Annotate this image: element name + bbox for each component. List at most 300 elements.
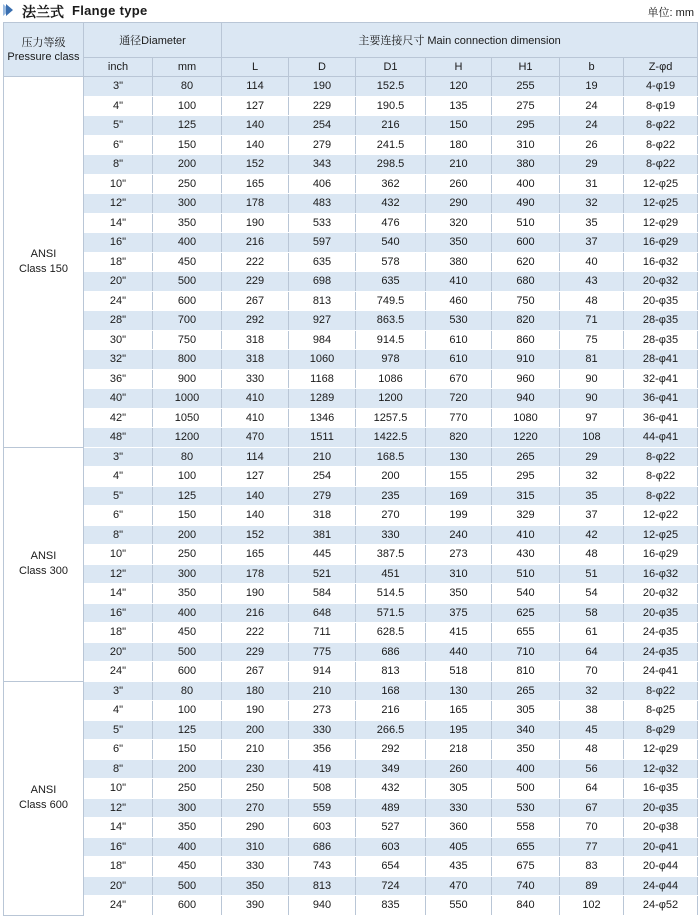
table-cell: 200 xyxy=(356,467,426,487)
table-cell: 114 xyxy=(222,447,289,467)
table-cell: 597 xyxy=(289,233,356,253)
table-cell: 18" xyxy=(84,857,153,877)
table-row xyxy=(4,389,698,409)
flange-dimension-table xyxy=(3,22,698,916)
table-cell: 1257.5 xyxy=(356,408,426,428)
table-cell: 267 xyxy=(222,662,289,682)
table-cell: 130 xyxy=(426,681,492,701)
table-cell: 12-φ32 xyxy=(624,759,698,779)
table-cell: 750 xyxy=(492,291,560,311)
table-cell: 14" xyxy=(84,213,153,233)
table-cell: 350 xyxy=(426,584,492,604)
table-cell: 410 xyxy=(222,408,289,428)
table-cell: 12-φ25 xyxy=(624,194,698,214)
table-cell: 210 xyxy=(222,740,289,760)
table-cell: 45 xyxy=(560,720,624,740)
table-cell: 20-φ32 xyxy=(624,272,698,292)
table-cell: 108 xyxy=(560,428,624,448)
table-cell: 90 xyxy=(560,389,624,409)
table-cell: 820 xyxy=(426,428,492,448)
table-cell: 300 xyxy=(153,798,222,818)
table-cell: 38 xyxy=(560,701,624,721)
table-cell: 405 xyxy=(426,837,492,857)
table-cell: 20-φ35 xyxy=(624,291,698,311)
table-cell: 216 xyxy=(222,603,289,623)
table-row xyxy=(4,369,698,389)
pressure-class-standard: ANSI xyxy=(30,784,57,796)
table-cell: 521 xyxy=(289,564,356,584)
table-cell: 628.5 xyxy=(356,623,426,643)
pressure-class-standard: ANSI xyxy=(30,247,57,260)
table-cell: 37 xyxy=(560,506,624,526)
table-cell: 960 xyxy=(492,369,560,389)
pressure-class-header xyxy=(4,23,84,77)
table-cell: 152 xyxy=(222,525,289,545)
table-cell: 432 xyxy=(356,779,426,799)
table-cell: 305 xyxy=(492,701,560,721)
table-cell: 310 xyxy=(426,564,492,584)
table-cell: 740 xyxy=(492,876,560,896)
table-cell: 51 xyxy=(560,564,624,584)
table-cell: 80 xyxy=(153,77,222,97)
table-cell: 229 xyxy=(222,272,289,292)
table-cell: 20" xyxy=(84,272,153,292)
table-cell: 584 xyxy=(289,584,356,604)
table-cell: 265 xyxy=(492,447,560,467)
table-cell: 310 xyxy=(222,837,289,857)
table-cell: 270 xyxy=(222,798,289,818)
table-cell: 81 xyxy=(560,350,624,370)
table-cell: 295 xyxy=(492,467,560,487)
table-row xyxy=(4,155,698,175)
table-cell: 318 xyxy=(222,330,289,350)
table-cell: 6" xyxy=(84,740,153,760)
table-cell: 135 xyxy=(426,96,492,116)
table-cell: 28-φ35 xyxy=(624,330,698,350)
table-cell: 180 xyxy=(426,135,492,155)
table-cell: 700 xyxy=(153,311,222,331)
table-row xyxy=(4,642,698,662)
col-header-mm: mm xyxy=(153,58,222,77)
table-cell: 476 xyxy=(356,213,426,233)
table-cell: 36" xyxy=(84,369,153,389)
table-cell: 435 xyxy=(426,857,492,877)
table-row xyxy=(4,681,698,701)
table-cell: 20-φ32 xyxy=(624,584,698,604)
table-cell: 8-φ25 xyxy=(624,701,698,721)
table-row xyxy=(4,720,698,740)
table-cell: 97 xyxy=(560,408,624,428)
table-row xyxy=(4,584,698,604)
table-cell: 900 xyxy=(153,369,222,389)
table-cell: 775 xyxy=(289,642,356,662)
table-cell: 16" xyxy=(84,233,153,253)
table-cell: 24 xyxy=(560,96,624,116)
table-cell: 610 xyxy=(426,350,492,370)
table-cell: 578 xyxy=(356,252,426,272)
table-cell: 380 xyxy=(426,252,492,272)
table-cell: 375 xyxy=(426,603,492,623)
table-cell: 8-φ22 xyxy=(624,155,698,175)
table-cell: 16" xyxy=(84,837,153,857)
col-header-L: L xyxy=(222,58,289,77)
table-cell: 165 xyxy=(426,701,492,721)
table-cell: 8" xyxy=(84,155,153,175)
table-cell: 48 xyxy=(560,545,624,565)
table-cell: 1422.5 xyxy=(356,428,426,448)
table-cell: 20-φ35 xyxy=(624,603,698,623)
table-row xyxy=(4,623,698,643)
pressure-class-rating: Class 600 xyxy=(19,799,68,811)
table-cell: 654 xyxy=(356,857,426,877)
table-row xyxy=(4,447,698,467)
table-cell: 222 xyxy=(222,252,289,272)
table-row xyxy=(4,662,698,682)
table-cell: 20" xyxy=(84,876,153,896)
table-cell: 298.5 xyxy=(356,155,426,175)
table-cell: 267 xyxy=(222,291,289,311)
table-cell: 571.5 xyxy=(356,603,426,623)
table-cell: 67 xyxy=(560,798,624,818)
table-cell: 37 xyxy=(560,233,624,253)
table-cell: 600 xyxy=(492,233,560,253)
table-cell: 169 xyxy=(426,486,492,506)
table-cell: 250 xyxy=(153,174,222,194)
table-cell: 190 xyxy=(222,584,289,604)
table-cell: 400 xyxy=(492,759,560,779)
table-cell: 12-φ22 xyxy=(624,506,698,526)
table-cell: 500 xyxy=(153,876,222,896)
table-cell: 140 xyxy=(222,506,289,526)
table-cell: 813 xyxy=(356,662,426,682)
table-cell: 387.5 xyxy=(356,545,426,565)
table-cell: 686 xyxy=(289,837,356,857)
col-header-H1: H1 xyxy=(492,58,560,77)
table-cell: 419 xyxy=(289,759,356,779)
table-cell: 610 xyxy=(426,330,492,350)
table-cell: 860 xyxy=(492,330,560,350)
table-cell: 150 xyxy=(153,135,222,155)
table-row xyxy=(4,779,698,799)
table-cell: 80 xyxy=(153,447,222,467)
table-cell: 330 xyxy=(222,369,289,389)
table-cell: 16-φ35 xyxy=(624,779,698,799)
table-cell: 54 xyxy=(560,584,624,604)
table-cell: 6" xyxy=(84,506,153,526)
table-cell: 16" xyxy=(84,603,153,623)
table-cell: 120 xyxy=(426,77,492,97)
table-cell: 24 xyxy=(560,116,624,136)
table-cell: 30" xyxy=(84,330,153,350)
table-cell: 320 xyxy=(426,213,492,233)
title-arrow-icon xyxy=(6,4,13,16)
table-cell: 1060 xyxy=(289,350,356,370)
table-cell: 12" xyxy=(84,194,153,214)
table-cell: 250 xyxy=(153,545,222,565)
table-cell: 600 xyxy=(153,662,222,682)
table-cell: 32 xyxy=(560,681,624,701)
table-cell: 125 xyxy=(153,720,222,740)
table-row xyxy=(4,135,698,155)
table-cell: 1346 xyxy=(289,408,356,428)
table-cell: 1086 xyxy=(356,369,426,389)
table-cell: 390 xyxy=(222,896,289,916)
table-cell: 20-φ38 xyxy=(624,818,698,838)
table-cell: 90 xyxy=(560,369,624,389)
table-cell: 489 xyxy=(356,798,426,818)
table-cell: 625 xyxy=(492,603,560,623)
diameter-header: 通径Diameter xyxy=(84,23,222,58)
table-cell: 330 xyxy=(222,857,289,877)
table-cell: 273 xyxy=(289,701,356,721)
table-cell: 300 xyxy=(153,564,222,584)
table-cell: 14" xyxy=(84,818,153,838)
table-cell: 410 xyxy=(492,525,560,545)
table-row xyxy=(4,77,698,97)
table-cell: 3" xyxy=(84,447,153,467)
table-cell: 500 xyxy=(492,779,560,799)
table-row xyxy=(4,428,698,448)
table-cell: 863.5 xyxy=(356,311,426,331)
table-cell: 12-φ25 xyxy=(624,525,698,545)
table-cell: 16-φ32 xyxy=(624,252,698,272)
table-cell: 100 xyxy=(153,96,222,116)
table-cell: 42 xyxy=(560,525,624,545)
table-cell: 432 xyxy=(356,194,426,214)
table-cell: 70 xyxy=(560,818,624,838)
table-cell: 43 xyxy=(560,272,624,292)
table-cell: 290 xyxy=(222,818,289,838)
table-cell: 1080 xyxy=(492,408,560,428)
table-cell: 265 xyxy=(492,681,560,701)
table-cell: 530 xyxy=(426,311,492,331)
table-cell: 329 xyxy=(492,506,560,526)
table-cell: 451 xyxy=(356,564,426,584)
main-dimension-header: 主要连接尺寸 Main connection dimension xyxy=(222,23,698,58)
table-row xyxy=(4,408,698,428)
table-cell: 400 xyxy=(492,174,560,194)
unit-label: 单位: mm xyxy=(647,7,694,19)
table-cell: 102 xyxy=(560,896,624,916)
col-header-H: H xyxy=(426,58,492,77)
pressure-class-cell xyxy=(4,77,84,448)
table-cell: 558 xyxy=(492,818,560,838)
table-cell: 540 xyxy=(356,233,426,253)
table-cell: 711 xyxy=(289,623,356,643)
table-cell: 603 xyxy=(356,837,426,857)
table-cell: 114 xyxy=(222,77,289,97)
table-row xyxy=(4,506,698,526)
table-cell: 470 xyxy=(426,876,492,896)
table-cell: 218 xyxy=(426,740,492,760)
table-cell: 5" xyxy=(84,720,153,740)
table-cell: 28" xyxy=(84,311,153,331)
table-cell: 275 xyxy=(492,96,560,116)
table-row xyxy=(4,857,698,877)
table-cell: 670 xyxy=(426,369,492,389)
table-cell: 680 xyxy=(492,272,560,292)
table-cell: 8-φ19 xyxy=(624,96,698,116)
table-cell: 165 xyxy=(222,174,289,194)
table-row xyxy=(4,213,698,233)
table-cell: 1200 xyxy=(153,428,222,448)
table-row xyxy=(4,701,698,721)
table-row xyxy=(4,116,698,136)
table-cell: 35 xyxy=(560,213,624,233)
table-row xyxy=(4,525,698,545)
table-row xyxy=(4,818,698,838)
table-cell: 6" xyxy=(84,135,153,155)
table-cell: 940 xyxy=(289,896,356,916)
table-cell: 813 xyxy=(289,291,356,311)
table-row xyxy=(4,330,698,350)
table-cell: 222 xyxy=(222,623,289,643)
table-cell: 235 xyxy=(356,486,426,506)
table-cell: 406 xyxy=(289,174,356,194)
table-cell: 4-φ19 xyxy=(624,77,698,97)
table-cell: 914 xyxy=(289,662,356,682)
table-cell: 100 xyxy=(153,467,222,487)
table-cell: 1050 xyxy=(153,408,222,428)
table-cell: 279 xyxy=(289,486,356,506)
table-cell: 4" xyxy=(84,467,153,487)
col-header-D1: D1 xyxy=(356,58,426,77)
table-row xyxy=(4,564,698,584)
table-cell: 32" xyxy=(84,350,153,370)
table-cell: 20" xyxy=(84,642,153,662)
table-row xyxy=(4,740,698,760)
table-cell: 380 xyxy=(492,155,560,175)
table-cell: 400 xyxy=(153,837,222,857)
table-cell: 518 xyxy=(426,662,492,682)
table-cell: 318 xyxy=(222,350,289,370)
table-cell: 350 xyxy=(153,213,222,233)
table-cell: 61 xyxy=(560,623,624,643)
table-cell: 1200 xyxy=(356,389,426,409)
table-cell: 835 xyxy=(356,896,426,916)
table-cell: 470 xyxy=(222,428,289,448)
table-cell: 127 xyxy=(222,467,289,487)
table-cell: 800 xyxy=(153,350,222,370)
table-cell: 36-φ41 xyxy=(624,408,698,428)
table-cell: 89 xyxy=(560,876,624,896)
table-cell: 540 xyxy=(492,584,560,604)
table-cell: 620 xyxy=(492,252,560,272)
table-cell: 40 xyxy=(560,252,624,272)
table-cell: 24" xyxy=(84,291,153,311)
table-cell: 140 xyxy=(222,486,289,506)
table-cell: 350 xyxy=(426,233,492,253)
table-cell: 483 xyxy=(289,194,356,214)
table-cell: 655 xyxy=(492,837,560,857)
table-cell: 750 xyxy=(153,330,222,350)
table-cell: 190.5 xyxy=(356,96,426,116)
table-cell: 24" xyxy=(84,662,153,682)
table-cell: 150 xyxy=(153,740,222,760)
col-header-D: D xyxy=(289,58,356,77)
table-cell: 77 xyxy=(560,837,624,857)
table-cell: 266.5 xyxy=(356,720,426,740)
table-cell: 250 xyxy=(222,779,289,799)
table-cell: 350 xyxy=(153,584,222,604)
table-cell: 450 xyxy=(153,623,222,643)
table-cell: 8-φ22 xyxy=(624,447,698,467)
table-cell: 4" xyxy=(84,701,153,721)
table-cell: 410 xyxy=(426,272,492,292)
table-cell: 330 xyxy=(356,525,426,545)
table-cell: 200 xyxy=(153,155,222,175)
table-cell: 527 xyxy=(356,818,426,838)
table-cell: 273 xyxy=(426,545,492,565)
table-cell: 140 xyxy=(222,116,289,136)
table-cell: 12" xyxy=(84,798,153,818)
table-cell: 83 xyxy=(560,857,624,877)
table-cell: 199 xyxy=(426,506,492,526)
table-cell: 8-φ22 xyxy=(624,467,698,487)
table-cell: 450 xyxy=(153,857,222,877)
table-cell: 260 xyxy=(426,759,492,779)
table-row xyxy=(4,311,698,331)
table-cell: 10" xyxy=(84,174,153,194)
table-cell: 16-φ29 xyxy=(624,233,698,253)
pressure-class-label-en: Pressure class xyxy=(7,50,80,63)
table-cell: 200 xyxy=(153,759,222,779)
pressure-class-standard: ANSI xyxy=(30,550,57,562)
table-cell: 178 xyxy=(222,194,289,214)
table-cell: 12-φ25 xyxy=(624,174,698,194)
table-cell: 190 xyxy=(289,77,356,97)
table-row xyxy=(4,837,698,857)
table-cell: 32 xyxy=(560,194,624,214)
table-cell: 510 xyxy=(492,564,560,584)
table-cell: 635 xyxy=(356,272,426,292)
table-cell: 550 xyxy=(426,896,492,916)
pressure-class-label-cn: 压力等级 xyxy=(21,36,66,49)
table-cell: 190 xyxy=(222,213,289,233)
table-cell: 675 xyxy=(492,857,560,877)
table-cell: 381 xyxy=(289,525,356,545)
table-cell: 349 xyxy=(356,759,426,779)
table-cell: 1000 xyxy=(153,389,222,409)
table-cell: 5" xyxy=(84,486,153,506)
col-header-Z-d: Z-φd xyxy=(624,58,698,77)
table-cell: 490 xyxy=(492,194,560,214)
table-cell: 16-φ32 xyxy=(624,564,698,584)
col-header-inch: inch xyxy=(84,58,153,77)
table-cell: 152 xyxy=(222,155,289,175)
table-cell: 530 xyxy=(492,798,560,818)
table-cell: 35 xyxy=(560,486,624,506)
table-cell: 155 xyxy=(426,467,492,487)
table-cell: 445 xyxy=(289,545,356,565)
title-english: Flange type xyxy=(72,3,148,18)
table-row xyxy=(4,272,698,292)
table-cell: 450 xyxy=(153,252,222,272)
table-cell: 8" xyxy=(84,525,153,545)
table-cell: 8-φ22 xyxy=(624,135,698,155)
table-row xyxy=(4,798,698,818)
table-cell: 190 xyxy=(222,701,289,721)
table-cell: 24-φ52 xyxy=(624,896,698,916)
table-cell: 14" xyxy=(84,584,153,604)
table-cell: 310 xyxy=(492,135,560,155)
table-cell: 48 xyxy=(560,740,624,760)
table-cell: 42" xyxy=(84,408,153,428)
table-cell: 724 xyxy=(356,876,426,896)
table-cell: 10" xyxy=(84,545,153,565)
table-cell: 64 xyxy=(560,779,624,799)
table-cell: 48" xyxy=(84,428,153,448)
